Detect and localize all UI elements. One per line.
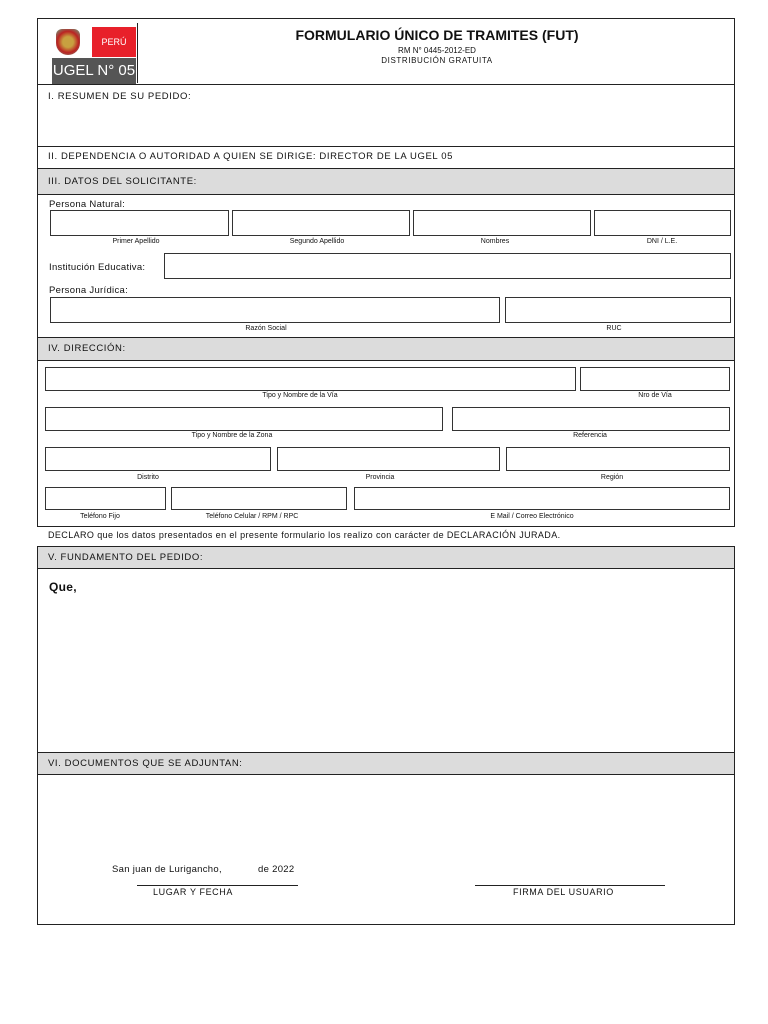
label: Región (600, 474, 624, 481)
section-resumen[interactable] (37, 84, 735, 147)
primer-apellido-field[interactable] (50, 210, 229, 236)
header (37, 18, 735, 85)
label: Teléfono Fijo (80, 513, 120, 520)
coat-of-arms-icon (56, 29, 80, 55)
label: Nombres (480, 238, 510, 245)
logo-block (46, 23, 138, 83)
label: Tipo y Nombre de la Vía (262, 392, 338, 399)
razon-social-field[interactable] (50, 297, 500, 323)
ruc-field[interactable] (505, 297, 731, 323)
email-field[interactable] (354, 487, 730, 510)
section-header-documentos (37, 752, 735, 775)
fecha-text: de 2022 (258, 864, 295, 875)
label-institucion: Institución Educativa: (49, 262, 146, 273)
label-persona-juridica: Persona Jurídica: (49, 285, 129, 296)
segundo-apellido-field[interactable] (232, 210, 410, 236)
label-persona-natural: Persona Natural: (49, 199, 126, 210)
distribution: DISTRIBUCIÓN GRATUITA (381, 56, 493, 65)
label: Nro de Vía (638, 392, 672, 399)
lugar-line (137, 885, 298, 886)
label: Razón Social (245, 325, 287, 332)
via-field[interactable] (45, 367, 576, 391)
section-solicitante (37, 194, 735, 338)
section-direccion (37, 360, 735, 527)
label: Referencia (573, 432, 607, 439)
form-title: FORMULARIO ÚNICO DE TRAMITES (FUT) (295, 27, 579, 43)
lugar-text: San juan de Lurigancho, (112, 864, 222, 875)
ugel-badge: UGEL N° 05 (52, 58, 136, 84)
nombres-field[interactable] (413, 210, 591, 236)
telefono-fijo-field[interactable] (45, 487, 166, 510)
dni-field[interactable] (594, 210, 731, 236)
lugar-fecha-label: LUGAR Y FECHA (153, 887, 233, 897)
resolution: RM N° 0445-2012-ED (398, 46, 476, 55)
section-title: III. DATOS DEL SOLICITANTE: (48, 176, 197, 187)
telefono-celular-field[interactable] (171, 487, 347, 510)
referencia-field[interactable] (452, 407, 730, 431)
region-field[interactable] (506, 447, 730, 471)
declaracion-jurada: DECLARO que los datos presentados en el presente formulario los realizo con carácter de DECLARACIÓN JURADA. (48, 530, 561, 540)
peru-badge: PERÚ (92, 27, 136, 57)
zona-field[interactable] (45, 407, 443, 431)
section-title: V. FUNDAMENTO DEL PEDIDO: (48, 552, 204, 563)
label: Tipo y Nombre de la Zona (191, 432, 273, 439)
provincia-field[interactable] (277, 447, 500, 471)
label: Segundo Apellido (289, 238, 345, 245)
section-header-fundamento (37, 546, 735, 569)
label: Teléfono Celular / RPM / RPC (205, 513, 299, 520)
section-title: IV. DIRECCIÓN: (48, 343, 126, 354)
section-title: II. DEPENDENCIA O AUTORIDAD A QUIEN SE DIRIGE: DIRECTOR DE LA UGEL 05 (48, 151, 453, 162)
fundamento-text: Que, (49, 580, 77, 594)
section-title: I. RESUMEN DE SU PEDIDO: (48, 91, 192, 102)
label: Provincia (365, 474, 395, 481)
label: Distrito (137, 474, 159, 481)
distrito-field[interactable] (45, 447, 271, 471)
section-header-solicitante (37, 168, 735, 195)
firma-line (475, 885, 665, 886)
fundamento-area[interactable] (37, 568, 735, 753)
section-title: VI. DOCUMENTOS QUE SE ADJUNTAN: (48, 758, 243, 769)
nro-via-field[interactable] (580, 367, 730, 391)
section-header-direccion (37, 337, 735, 361)
section-dependencia (37, 146, 735, 169)
label: RUC (606, 325, 622, 332)
label: E Mail / Correo Electrónico (490, 513, 574, 520)
firma-label: FIRMA DEL USUARIO (513, 887, 614, 897)
label: DNI / L.E. (646, 238, 678, 245)
documentos-area[interactable] (37, 774, 735, 925)
label: Primer Apellido (112, 238, 160, 245)
institucion-field[interactable] (164, 253, 731, 279)
